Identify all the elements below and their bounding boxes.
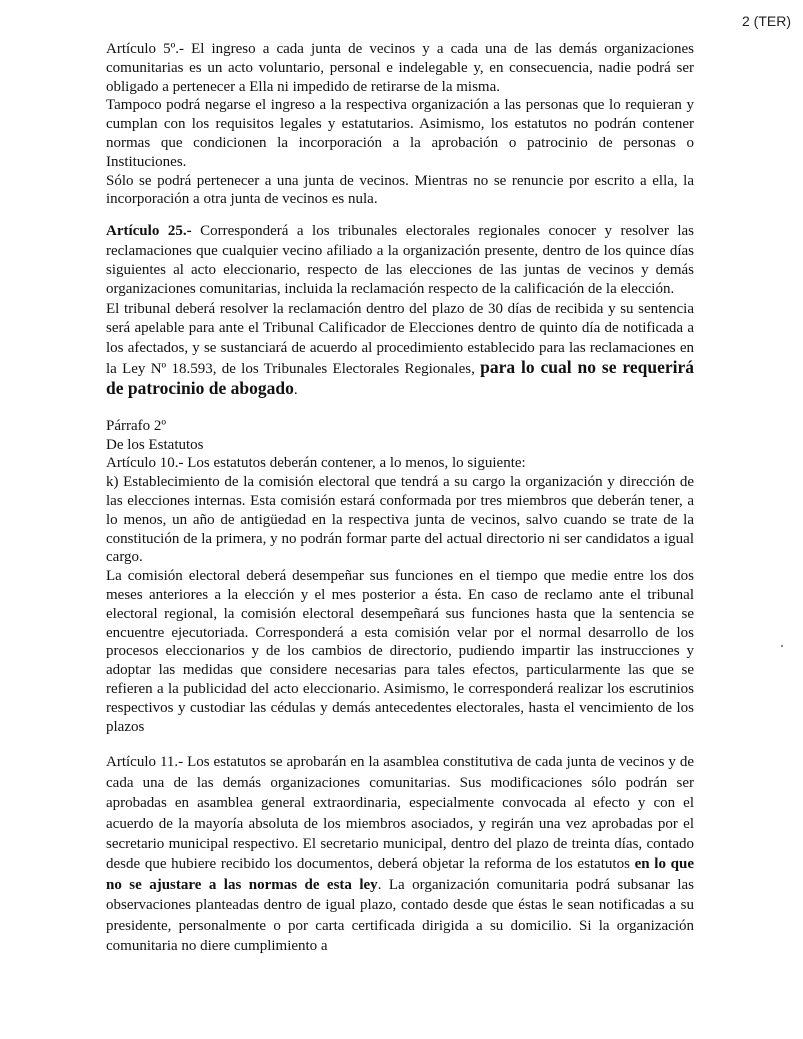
article-10-item-k: k) Establecimiento de la comisión electoral que tendrá a su cargo la organización y dirección de las elecciones internas. Esta comisión estará conformada por tres miembros que deberán tener, a lo menos, un año de antigüedad en la respectiva junta de vecinos, salvo cuando se trate de la constitución de la primera, y no podrán formar parte del actual directorio ni ser candidatos a igual cargo. xyxy=(106,474,694,566)
page-number: 2 (TER) xyxy=(742,13,791,29)
article-5-paragraph-1: Artículo 5º.- El ingreso a cada junta de vecinos y a cada una de las demás organizaciones comunitarias es un acto voluntario, personal e indelegable y, en consecuencia, nadie podrá ser obligado a pertenecer a Ella ni impedido de retirarse de la misma. xyxy=(106,41,694,95)
scan-speck xyxy=(781,645,783,647)
article-25-paragraph-1: Artículo 25.- Corresponderá a los tribunales electorales regionales conocer y resolver las reclamaciones que cualquier vecino afiliado a la organización presente, dentro de los quince días siguientes al acto eleccionario, respecto de las elecciones de las juntas de vecinos y demás organizaciones comunitarias, incluida la reclamación respecto de la calificación de la elección. xyxy=(106,223,694,298)
bold-emphasis: en lo que no se ajustare a las normas de esta ley xyxy=(106,856,694,893)
section-heading: Párrafo 2º xyxy=(106,417,167,434)
article-5-paragraph-2: Tampoco podrá negarse el ingreso a la respectiva organización a las personas que lo requieran y cumplan con los requisitos legales y estatutarios. Asimismo, los estatutos no podrán contener normas que condicionen la incorporación a la aprobación o patrocinio de personas o Instituciones. xyxy=(106,97,694,170)
section-subheading: De los Estatutos xyxy=(106,436,204,453)
parrafo-2 xyxy=(106,417,694,455)
article-25-heading: Artículo 25.- xyxy=(106,223,192,240)
article-25-paragraph-2: El tribunal deberá resolver la reclamación dentro del plazo de 30 días de recibida y su sentencia será apelable para ante el Tribunal Calificador de Elecciones dentro de quinto día de notificada a los afectados, y se sustanciará de acuerdo al procedimiento establecido para las reclamaciones en la Ley Nº 18.593, de los Tribunales Electorales Regionales, para lo cual no se requerirá de patrocinio de abogado. xyxy=(106,300,694,399)
article-10-paragraph-2: La comisión electoral deberá desempeñar sus funciones en el tiempo que medie entre los dos meses anteriores a la elección y el mes posterior a ésta. En caso de reclamo ante el tribunal electoral regional, la comisión electoral desempeñará sus funciones hasta que la sentencia se encuentre ejecutoriada. Corresponderá a esta comisión velar por el normal desarrollo de los procesos eleccionarios y de los cambios de directorio, pudiendo impartir las instrucciones y adoptar las medidas que considere necesarias para tales efectos, particularmente las que se refieren a la publicidad del acto eleccionario. Asimismo, le corresponderá realizar los escrutinios respectivos y custodiar las cédulas y demás antecedentes electorales, hasta el vencimiento de los plazos xyxy=(106,568,694,735)
bold-emphasis: para lo cual no se requerirá de patrocinio de abogado xyxy=(106,357,694,399)
article-10-intro: Artículo 10.- Los estatutos deberán contener, a lo menos, lo siguiente: xyxy=(106,455,526,472)
article-25 xyxy=(106,222,694,401)
article-11-paragraph-1: Artículo 11.- Los estatutos se aprobarán en la asamblea constitutiva de cada junta de vecinos y de cada una de las demás organizaciones comunitarias. Sus modificaciones sólo podrán ser aprobadas en asamblea general extraordinaria, especialmente convocada al efecto y con el acuerdo de la mayoría absoluta de los miembros asociados, y regirán una vez aprobadas por el secretario municipal respectivo. El secretario municipal, dentro del plazo de treinta días, contado desde que hubiere recibido los documentos, deberá objetar la reforma de los estatutos en lo que no se ajustare a las normas de esta ley. La organización comunitaria podrá subsanar las observaciones planteadas dentro de igual plazo, contado desde que éstas le sean notificadas a su presidente, personalmente o por carta certificada dirigida a su domicilio. Si la organización comunitaria no diere cumplimiento a xyxy=(106,754,694,955)
article-5-paragraph-3: Sólo se podrá pertenecer a una junta de vecinos. Mientras no se renuncie por escrito a ella, la incorporación a otra junta de vecinos es nula. xyxy=(106,172,694,208)
document-body xyxy=(106,40,694,956)
article-10 xyxy=(106,454,694,736)
article-11 xyxy=(106,752,694,956)
article-5 xyxy=(106,40,694,209)
article-5-heading: Artículo 5º.- xyxy=(106,41,184,57)
